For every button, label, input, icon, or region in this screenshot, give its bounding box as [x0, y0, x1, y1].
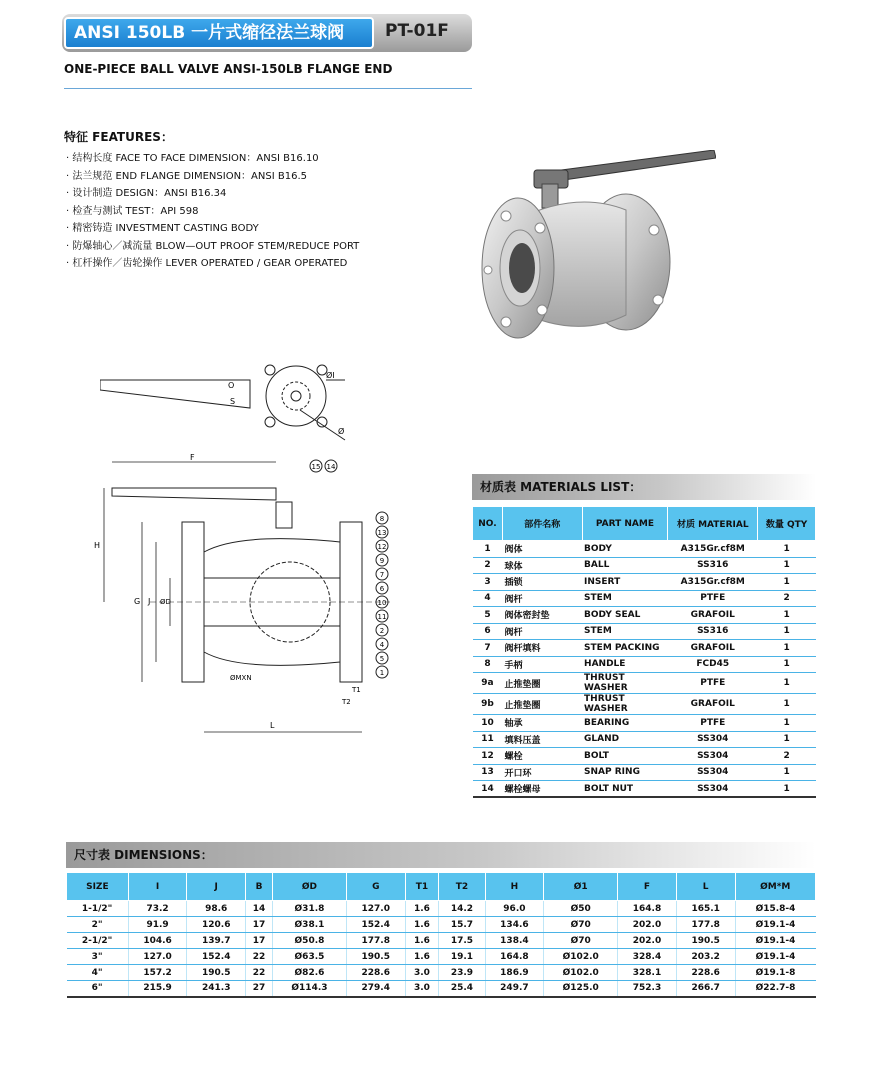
table-cell: 328.1 [618, 965, 677, 981]
feature-item: · 设计制造 DESIGN：ANSI B16.34 [66, 185, 359, 203]
dim-label-j: J [148, 597, 151, 606]
table-cell: A315Gr.cf8M [668, 541, 758, 558]
column-header: J [187, 873, 246, 901]
table-cell: 阀体密封垫 [502, 607, 582, 624]
table-cell: 螺栓 [502, 748, 582, 765]
callout-number: 4 [379, 641, 385, 649]
table-cell: Ø22.7-8 [735, 981, 815, 997]
dim-label-g: G [134, 597, 141, 606]
table-cell: 10 [473, 715, 503, 732]
table-cell: 球体 [502, 557, 582, 574]
callout-number: 14 [326, 463, 336, 471]
table-cell: 190.5 [676, 933, 735, 949]
callout-number: 10 [377, 599, 387, 607]
table-cell: 127.0 [128, 949, 187, 965]
table-cell: Ø15.8-4 [735, 901, 815, 917]
table-cell: PTFE [668, 715, 758, 732]
table-cell: 1 [758, 607, 816, 624]
table-cell: 228.6 [676, 965, 735, 981]
callout-number: 7 [379, 571, 385, 579]
valve-section-drawing [90, 452, 400, 752]
valve-top-view-drawing [100, 350, 360, 450]
table-cell: 4 [473, 590, 503, 607]
table-row [473, 781, 816, 798]
table-cell: 203.2 [676, 949, 735, 965]
table-cell: 19.1 [439, 949, 485, 965]
table-cell: 6 [473, 623, 503, 640]
table-cell: BEARING [582, 715, 668, 732]
table-cell: 1 [758, 640, 816, 657]
column-header: T1 [405, 873, 439, 901]
table-cell: 127.0 [346, 901, 405, 917]
column-header: ØD [273, 873, 347, 901]
table-row [473, 623, 816, 640]
table-cell: GRAFOIL [668, 694, 758, 715]
table-cell: 3.0 [405, 981, 439, 997]
table-cell: Ø38.1 [273, 917, 347, 933]
table-cell: 手柄 [502, 656, 582, 673]
table-cell: 3" [67, 949, 129, 965]
table-row [473, 731, 816, 748]
table-cell: 157.2 [128, 965, 187, 981]
table-cell: STEM [582, 590, 668, 607]
table-row [473, 656, 816, 673]
table-cell: Ø63.5 [273, 949, 347, 965]
drawing-label: Ø [338, 427, 345, 436]
table-cell: 186.9 [485, 965, 544, 981]
table-cell: BOLT NUT [582, 781, 668, 798]
table-cell: GLAND [582, 731, 668, 748]
table-cell: 17 [246, 933, 273, 949]
drawing-label: S [230, 397, 236, 406]
table-cell: 13 [473, 764, 503, 781]
callout-number: 8 [379, 515, 385, 523]
column-header: I [128, 873, 187, 901]
callout-number: 9 [379, 557, 385, 565]
feature-item: · 法兰规范 END FLANGE DIMENSION：ANSI B16.5 [66, 168, 359, 186]
table-cell: 阀杆 [502, 590, 582, 607]
feature-item: · 杠杆操作／齿轮操作 LEVER OPERATED / GEAR OPERATED [66, 255, 359, 273]
drawing-label: O [228, 381, 235, 390]
column-header: 材质 MATERIAL [668, 507, 758, 541]
table-cell: THRUST WASHER [582, 673, 668, 694]
table-cell: 73.2 [128, 901, 187, 917]
table-row [67, 933, 816, 949]
table-cell: 阀杆填料 [502, 640, 582, 657]
table-cell: BALL [582, 557, 668, 574]
table-cell: 152.4 [187, 949, 246, 965]
table-cell: 阀杆 [502, 623, 582, 640]
table-cell: Ø114.3 [273, 981, 347, 997]
table-cell: SS304 [668, 748, 758, 765]
table-cell: 8 [473, 656, 503, 673]
table-cell: SS304 [668, 764, 758, 781]
table-cell: 2 [758, 590, 816, 607]
table-cell: FCD45 [668, 656, 758, 673]
table-cell: 1 [758, 781, 816, 798]
table-cell: HANDLE [582, 656, 668, 673]
table-cell: 241.3 [187, 981, 246, 997]
table-cell: 98.6 [187, 901, 246, 917]
table-cell: 104.6 [128, 933, 187, 949]
table-cell: 17 [246, 917, 273, 933]
column-header: ØM*M [735, 873, 815, 901]
table-cell: 11 [473, 731, 503, 748]
table-cell: 27 [246, 981, 273, 997]
table-cell: SS304 [668, 731, 758, 748]
column-header: B [246, 873, 273, 901]
dim-label-mxn: ØMXN [230, 674, 252, 682]
table-row [473, 541, 816, 558]
dimensions-heading: 尺寸表 DIMENSIONS： [66, 842, 816, 868]
callout-number: 13 [377, 529, 387, 537]
table-row [473, 715, 816, 732]
table-cell: 1-1/2" [67, 901, 129, 917]
table-cell: STEM [582, 623, 668, 640]
table-cell: Ø50.8 [273, 933, 347, 949]
table-row [473, 574, 816, 591]
table-cell: 152.4 [346, 917, 405, 933]
table-row [473, 694, 816, 715]
product-code: PT-01F [385, 21, 449, 41]
table-row [473, 673, 816, 694]
table-cell: Ø102.0 [544, 965, 618, 981]
callout-number: 2 [379, 627, 385, 635]
table-cell: 752.3 [618, 981, 677, 997]
column-header: L [676, 873, 735, 901]
table-cell: 1 [473, 541, 503, 558]
dim-label-f: F [190, 453, 195, 462]
table-cell: 6" [67, 981, 129, 997]
callout-number: 5 [379, 655, 385, 663]
table-cell: 止推垫圈 [502, 694, 582, 715]
table-cell: 164.8 [485, 949, 544, 965]
drawing-label: ØI [326, 371, 335, 380]
feature-item: · 精密铸造 INVESTMENT CASTING BODY [66, 220, 359, 238]
table-cell: 1 [758, 764, 816, 781]
column-header: SIZE [67, 873, 129, 901]
table-cell: 1 [758, 673, 816, 694]
table-header-row [67, 873, 816, 901]
callout-number: 12 [377, 543, 387, 551]
table-cell: Ø125.0 [544, 981, 618, 997]
table-cell: 249.7 [485, 981, 544, 997]
table-cell: Ø102.0 [544, 949, 618, 965]
table-cell: INSERT [582, 574, 668, 591]
table-cell: 2 [758, 748, 816, 765]
table-cell: 164.8 [618, 901, 677, 917]
table-cell: 1.6 [405, 901, 439, 917]
table-cell: 266.7 [676, 981, 735, 997]
column-header: NO. [473, 507, 503, 541]
table-cell: Ø50 [544, 901, 618, 917]
column-header: Ø1 [544, 873, 618, 901]
table-cell: 4" [67, 965, 129, 981]
subtitle-divider [64, 88, 472, 89]
table-cell: 3 [473, 574, 503, 591]
table-cell: PTFE [668, 590, 758, 607]
table-cell: 填料压盖 [502, 731, 582, 748]
table-cell: 1 [758, 731, 816, 748]
table-cell: 177.8 [676, 917, 735, 933]
table-cell: 1 [758, 574, 816, 591]
table-cell: 328.4 [618, 949, 677, 965]
table-cell: 2" [67, 917, 129, 933]
table-cell: 轴承 [502, 715, 582, 732]
table-cell: Ø19.1-4 [735, 933, 815, 949]
table-cell: 插锁 [502, 574, 582, 591]
table-cell: A315Gr.cf8M [668, 574, 758, 591]
table-row [473, 748, 816, 765]
table-cell: BODY [582, 541, 668, 558]
table-cell: 177.8 [346, 933, 405, 949]
table-cell: SS304 [668, 781, 758, 798]
table-cell: 14 [246, 901, 273, 917]
callout-number: 11 [377, 613, 387, 621]
table-cell: 1 [758, 694, 816, 715]
table-cell: Ø19.1-8 [735, 965, 815, 981]
table-cell: 165.1 [676, 901, 735, 917]
table-cell: 1 [758, 656, 816, 673]
table-cell: 202.0 [618, 917, 677, 933]
table-row [473, 640, 816, 657]
table-cell: BOLT [582, 748, 668, 765]
table-cell: 止推垫圈 [502, 673, 582, 694]
dim-label-od: ØD [160, 598, 171, 606]
table-cell: 1.6 [405, 933, 439, 949]
callout-number: 1 [379, 669, 385, 677]
table-cell: 15.7 [439, 917, 485, 933]
column-header: PART NAME [582, 507, 668, 541]
table-cell: 1.6 [405, 949, 439, 965]
table-row [473, 764, 816, 781]
table-cell: STEM PACKING [582, 640, 668, 657]
table-cell: 139.7 [187, 933, 246, 949]
table-header-row [473, 507, 816, 541]
table-row [67, 917, 816, 933]
page-subtitle: ONE-PIECE BALL VALVE ANSI-150LB FLANGE END [64, 62, 393, 76]
column-header: F [618, 873, 677, 901]
table-cell: 螺栓螺母 [502, 781, 582, 798]
table-cell: 215.9 [128, 981, 187, 997]
table-cell: THRUST WASHER [582, 694, 668, 715]
table-cell: 1.6 [405, 917, 439, 933]
table-cell: 190.5 [187, 965, 246, 981]
callout-number: 6 [379, 585, 385, 593]
table-cell: 2 [473, 557, 503, 574]
table-cell: SS316 [668, 557, 758, 574]
column-header: 部件名称 [502, 507, 582, 541]
table-cell: 138.4 [485, 933, 544, 949]
table-cell: 开口环 [502, 764, 582, 781]
table-cell: 1 [758, 715, 816, 732]
table-cell: Ø19.1-4 [735, 949, 815, 965]
materials-table [472, 506, 816, 798]
table-row [67, 965, 816, 981]
table-cell: SS316 [668, 623, 758, 640]
table-cell: 5 [473, 607, 503, 624]
table-cell: GRAFOIL [668, 640, 758, 657]
column-header: G [346, 873, 405, 901]
column-header: H [485, 873, 544, 901]
column-header: 数量 QTY [758, 507, 816, 541]
table-cell: Ø31.8 [273, 901, 347, 917]
table-row [67, 949, 816, 965]
table-cell: 202.0 [618, 933, 677, 949]
table-row [473, 590, 816, 607]
feature-item: · 结构长度 FACE TO FACE DIMENSION：ANSI B16.10 [66, 150, 359, 168]
table-row [67, 901, 816, 917]
table-cell: SNAP RING [582, 764, 668, 781]
table-cell: 120.6 [187, 917, 246, 933]
table-cell: 2-1/2" [67, 933, 129, 949]
table-cell: 96.0 [485, 901, 544, 917]
table-row [67, 981, 816, 997]
table-cell: 9a [473, 673, 503, 694]
table-cell: 3.0 [405, 965, 439, 981]
table-cell: Ø82.6 [273, 965, 347, 981]
table-cell: 190.5 [346, 949, 405, 965]
dimensions-table [66, 872, 816, 998]
table-cell: 17.5 [439, 933, 485, 949]
features-list [66, 150, 359, 273]
table-cell: 23.9 [439, 965, 485, 981]
table-cell: 22 [246, 949, 273, 965]
features-heading: 特征 FEATURES： [64, 130, 173, 144]
table-cell: BODY SEAL [582, 607, 668, 624]
table-cell: GRAFOIL [668, 607, 758, 624]
table-cell: Ø19.1-4 [735, 917, 815, 933]
table-cell: 1 [758, 541, 816, 558]
page-title: ANSI 150LB 一片式缩径法兰球阀 [64, 17, 374, 49]
table-cell: 22 [246, 965, 273, 981]
table-cell: PTFE [668, 673, 758, 694]
dim-label-t1: T1 [352, 686, 361, 694]
materials-heading: 材质表 MATERIALS LIST： [472, 474, 816, 500]
table-cell: 9b [473, 694, 503, 715]
dim-label-l: L [270, 721, 275, 730]
table-cell: 12 [473, 748, 503, 765]
table-cell: 228.6 [346, 965, 405, 981]
column-header: T2 [439, 873, 485, 901]
feature-item: · 检查与测试 TEST：API 598 [66, 203, 359, 221]
table-cell: 279.4 [346, 981, 405, 997]
ball-valve-photo [476, 150, 716, 360]
table-cell: 14 [473, 781, 503, 798]
dim-label-h: H [94, 541, 101, 550]
table-cell: 134.6 [485, 917, 544, 933]
table-cell: 1 [758, 557, 816, 574]
table-cell: 25.4 [439, 981, 485, 997]
table-row [473, 557, 816, 574]
table-cell: 91.9 [128, 917, 187, 933]
table-cell: 7 [473, 640, 503, 657]
table-row [473, 607, 816, 624]
table-cell: 阀体 [502, 541, 582, 558]
table-cell: Ø70 [544, 917, 618, 933]
table-cell: 14.2 [439, 901, 485, 917]
callout-number: 15 [311, 463, 321, 471]
feature-item: · 防爆轴心／减流量 BLOW—OUT PROOF STEM/REDUCE PORT [66, 238, 359, 256]
table-cell: Ø70 [544, 933, 618, 949]
dim-label-t2: T2 [342, 698, 351, 706]
table-cell: 1 [758, 623, 816, 640]
